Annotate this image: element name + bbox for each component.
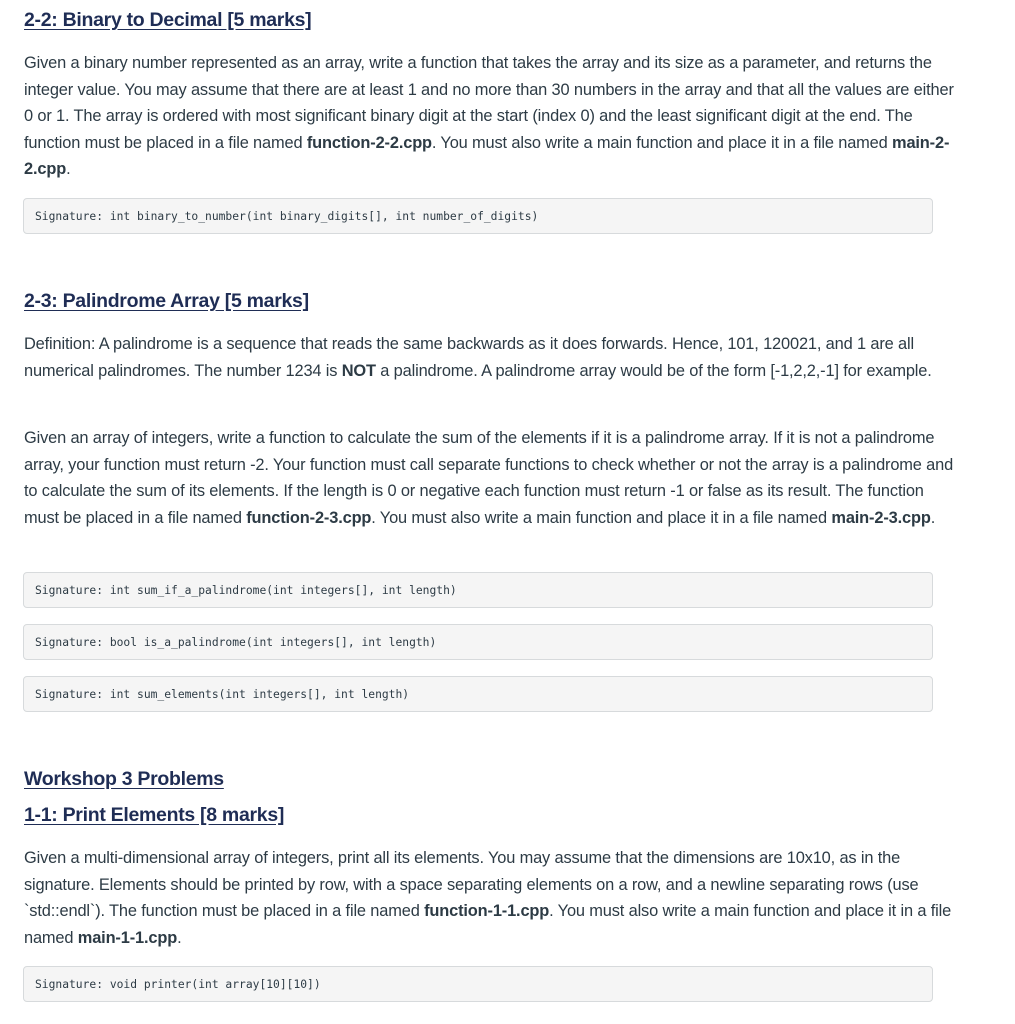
section-2-3-not-emphasis: NOT <box>341 361 376 380</box>
section-2-2-title: 2-2: Binary to Decimal [5 marks] <box>24 9 312 31</box>
workshop-3-title: Workshop 3 Problems <box>24 768 224 790</box>
section-2-2-text-end: . <box>66 160 71 179</box>
section-1-1-title: 1-1: Print Elements [8 marks] <box>24 804 285 826</box>
section-2-3-text-mid: . You must also write a main function and place it in a file named <box>371 508 832 527</box>
section-1-1-main-file: main-1-1.cpp <box>77 928 178 947</box>
section-2-3-main-file: main-2-3.cpp <box>831 508 931 527</box>
section-2-2-text-mid: . You must also write a main function and place it in a file named <box>431 133 893 152</box>
section-2-2-function-file: function-2-2.cpp <box>306 133 432 152</box>
section-2-3-description <box>24 425 954 531</box>
section-2-3-function-file: function-2-3.cpp <box>246 508 372 527</box>
section-1-1-text-mid: . You must also write a main function and place it in a file named <box>24 902 952 947</box>
section-2-3-text-end: . <box>930 508 936 527</box>
section-2-2-main-file: main-2-2.cpp <box>24 133 950 179</box>
section-1-1-signature: Signature: void printer(int array[10][10]) <box>23 966 933 1002</box>
section-1-1-text-end: . <box>177 928 182 947</box>
section-2-2-text: Given a binary number represented as an array, write a function that takes the array and its size as a parameter, and returns the integer value. You may assume that there are at least 1 and no more than 30 numbers in the array and that all the values are either 0 or 1. The array is ordered with most significant binary digit at the start (index 0) and the least significant digit at the end. The function must be placed in a file named <box>24 54 954 152</box>
section-2-3-definition-text: Definition: A palindrome is a sequence that reads the same backwards as it does forwards. Hence, 101, 120021, and 1 are all numerical palindromes. The number 1234 is <box>24 335 914 380</box>
section-1-1-description <box>24 845 954 951</box>
section-2-2-description <box>24 50 954 183</box>
section-2-3-title: 2-3: Palindrome Array [5 marks] <box>24 290 309 312</box>
section-2-3-definition-text-end: a palindrome. A palindrome array would be of the form [-1,2,2,-1] for example. <box>375 361 932 380</box>
section-1-1-function-file: function-1-1.cpp <box>424 902 550 921</box>
section-1-1-text: Given a multi-dimensional array of integers, print all its elements. You may assume that the dimensions are 10x10, as in the signature. Elements should be printed by row, with a space separating elements on a row, and a newline separating rows (use `std::endl`). The function must be placed in a file named <box>24 849 919 921</box>
section-2-2-signature: Signature: int binary_to_number(int binary_digits[], int number_of_digits) <box>23 198 933 234</box>
section-2-3-text: Given an array of integers, write a function to calculate the sum of the elements if it is a palindrome array. If it is not a palindrome array, your function must return -2. Your function must call separate functions to check whether or not the array is a palindrome and to calculate the sum of its elements. If the length is 0 or negative each function must return -1 or false as its result. The function must be placed in a file named <box>24 429 954 527</box>
section-2-3-signature-is-palindrome: Signature: bool is_a_palindrome(int integers[], int length) <box>23 624 933 660</box>
section-2-3-signature-sum-if-palindrome: Signature: int sum_if_a_palindrome(int integers[], int length) <box>23 572 933 608</box>
section-2-3-signature-sum-elements: Signature: int sum_elements(int integers[], int length) <box>23 676 933 712</box>
section-2-3-definition <box>24 331 954 384</box>
